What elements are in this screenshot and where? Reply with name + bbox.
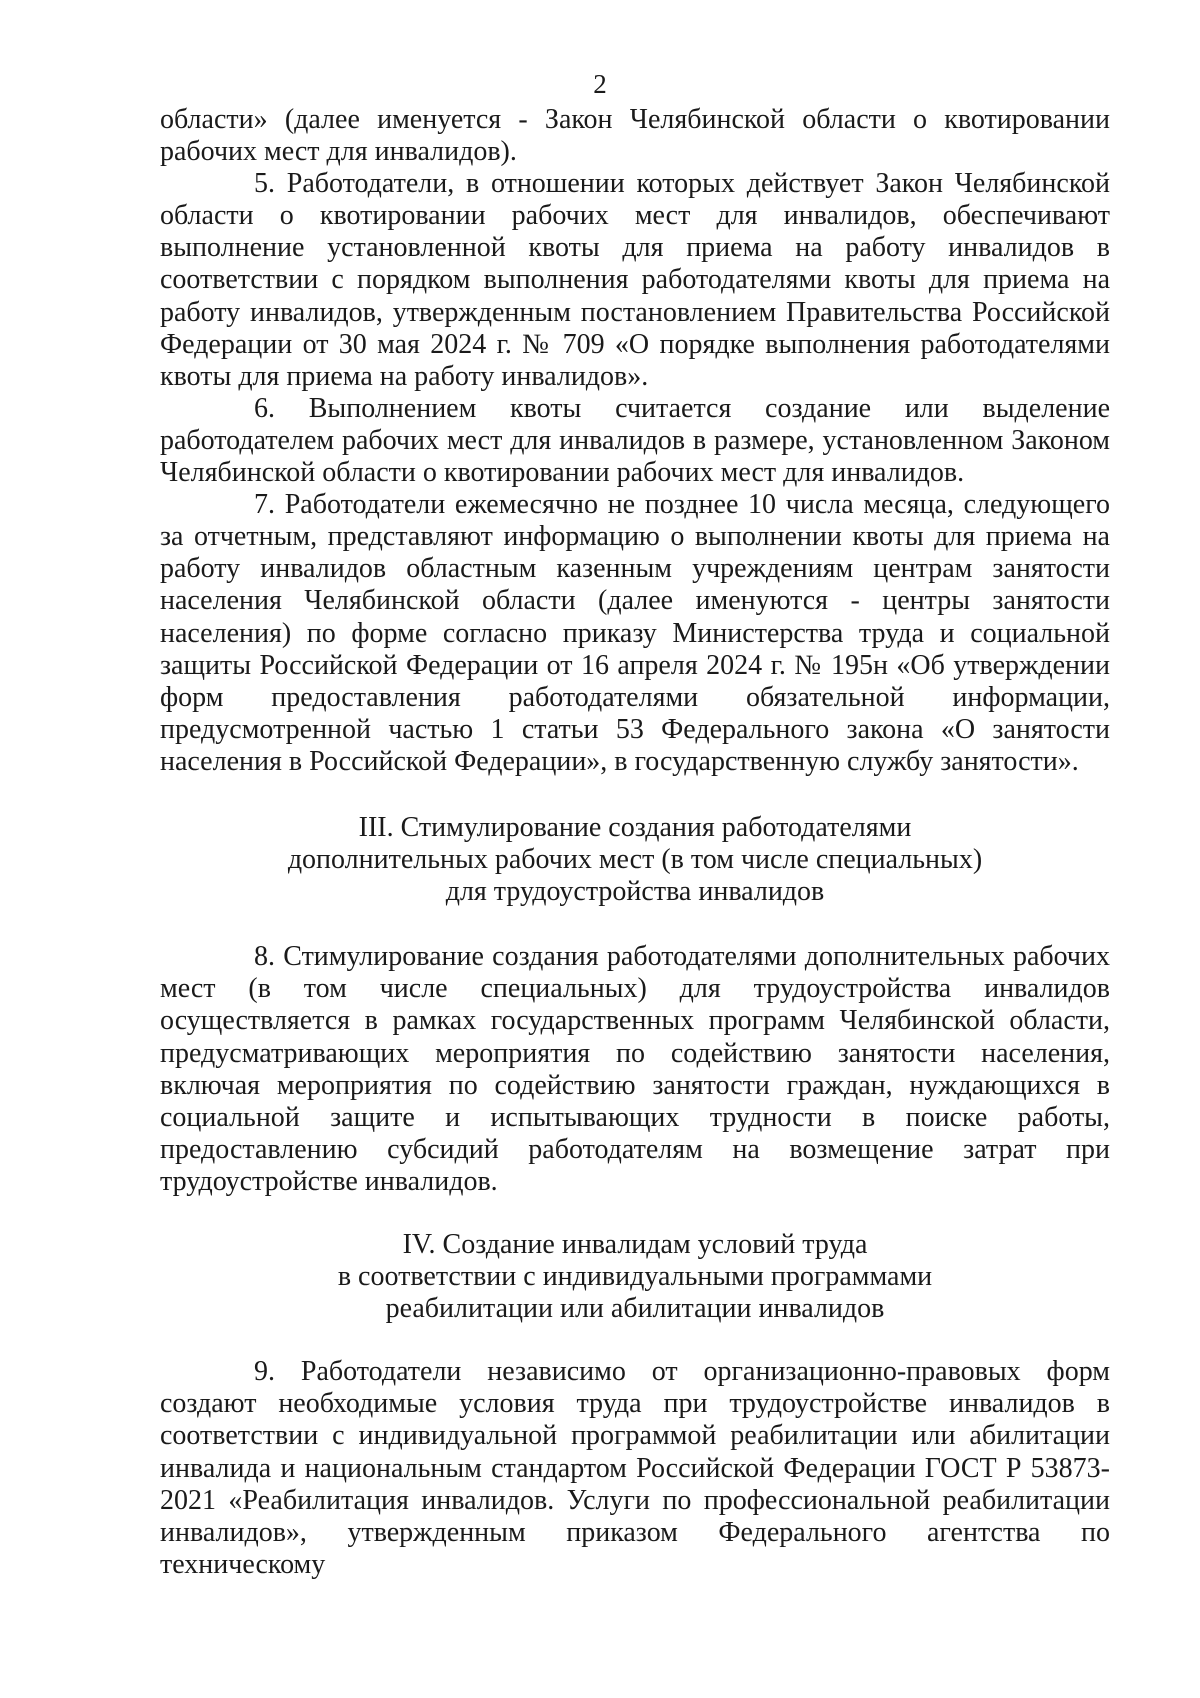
section-4-heading-line-1: IV. Создание инвалидам условий труда [402, 1229, 868, 1260]
paragraph-continued: области» (далее именуется - Закон Челябинской области о квотировании рабочих мест для инвалидов). [160, 104, 1110, 168]
document-body [160, 104, 1110, 1581]
section-4-heading-line-3: реабилитации или абилитации инвалидов [385, 1293, 885, 1325]
spacer [160, 1325, 1110, 1356]
section-4-heading [160, 1229, 1110, 1325]
section-4-heading-line-2: в соответствии с индивидуальными программами [337, 1261, 933, 1293]
paragraph-5: 5. Работодатели, в отношении которых действует Закон Челябинской области о квотировании рабочих мест для инвалидов, обеспечивают выполнение установленной квоты для приема на работу инвалидов в соответствии с порядком выполнения работодателями квоты для приема на работу инвалидов, утвержденным постановлением Правительства Российской Федерации от 30 мая 2024 г. № 709 «О порядке выполнения работодателями квоты для приема на работу инвалидов». [160, 168, 1110, 392]
section-3-heading [160, 812, 1110, 908]
paragraph-9: 9. Работодатели независимо от организационно-правовых форм создают необходимые условия труда при трудоустройстве инвалидов в соответствии с индивидуальной программой реабилитации или абилитации инвалида и национальным стандартом Российской Федерации ГОСТ Р 53873-2021 «Реабилитация инвалидов. Услуги по профессиональной реабилитации инвалидов», утвержденным приказом Федерального агентства по техническому [160, 1356, 1110, 1580]
section-3-heading-line-3: для трудоустройства инвалидов [445, 876, 825, 908]
paragraph-6: 6. Выполнением квоты считается создание или выделение работодателем рабочих мест для инвалидов в размере, установленном Законом Челябинской области о квотировании рабочих мест для инвалидов. [160, 392, 1110, 489]
page-number: 2 [593, 69, 607, 99]
section-3-heading-line-1: III. Стимулирование создания работодателями [358, 811, 912, 843]
spacer [160, 908, 1110, 941]
spacer [160, 1198, 1110, 1229]
spacer [160, 778, 1110, 812]
paragraph-8: 8. Стимулирование создания работодателями дополнительных рабочих мест (в том числе специальных) для трудоустройства инвалидов осуществляется в рамках государственных программ Челябинской области, предусматривающих мероприятия по содействию занятости населения, включая мероприятия по содействию занятости граждан, нуждающихся в социальной защите и испытывающих трудности в поиске работы, предоставлению субсидий работодателям на возмещение затрат при трудоустройстве инвалидов. [160, 941, 1110, 1197]
paragraph-7: 7. Работодатели ежемесячно не позднее 10 числа месяца, следующего за отчетным, представляют информацию о выполнении квоты для приема на работу инвалидов областным казенным учреждениям центрам занятости населения Челябинской области (далее именуются - центры занятости населения) по форме согласно приказу Министерства труда и социальной защиты Российской Федерации от 16 апреля 2024 г. № 195н «Об утверждении форм предоставления работодателями обязательной информации, предусмотренной частью 1 статьи 53 Федерального закона «О занятости населения в Российской Федерации», в государственную службу занятости». [160, 489, 1110, 777]
section-3-heading-line-2: дополнительных рабочих мест (в том числе специальных) [287, 844, 983, 876]
